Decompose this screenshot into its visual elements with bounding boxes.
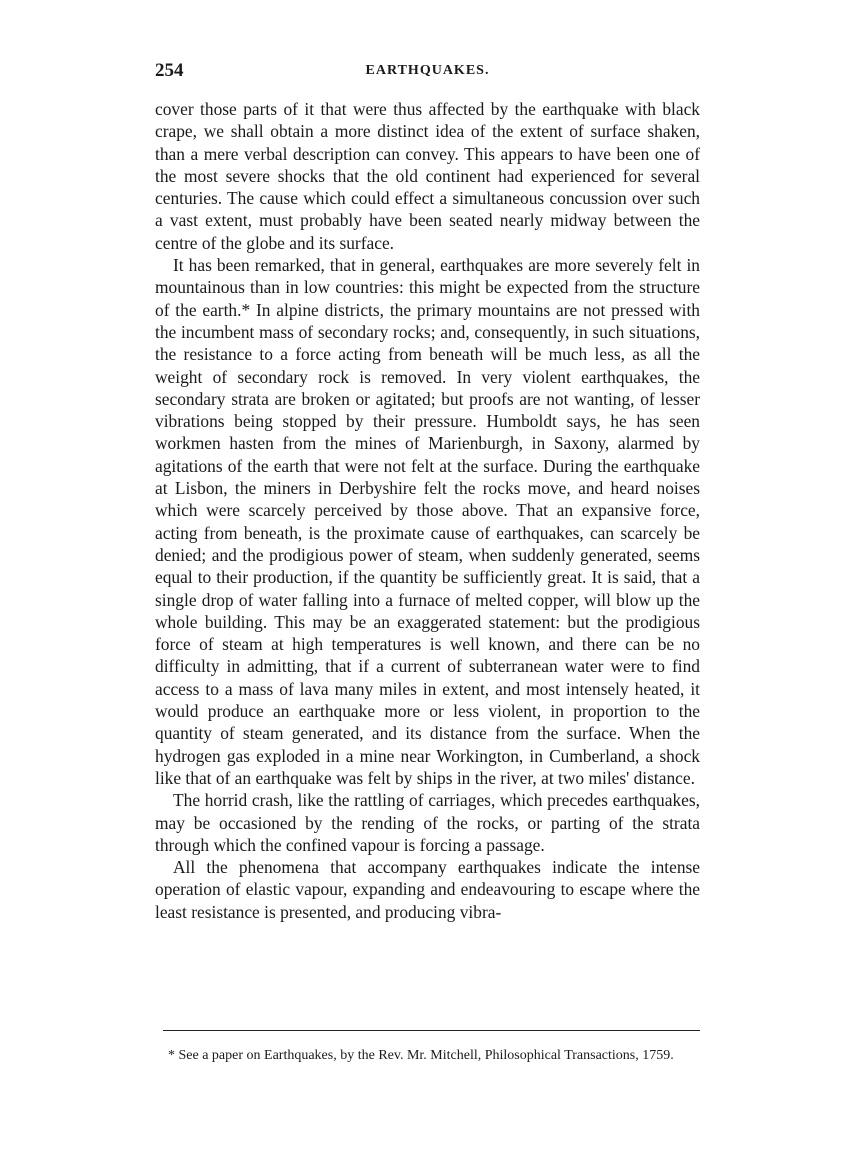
paragraph-phenomena: All the phenomena that accompany earthquakes indicate the intense operation of elastic vapour, expanding and endeavouring to escape where the least resistance is presented, and producing vibra-: [155, 857, 700, 922]
paragraph-continuation: cover those parts of it that were thus affected by the earthquake with black crape, we shall obtain a more distinct idea of the extent of surface shaken, than a mere verbal description can convey. This appears to have been one of the most severe shocks that the old continent had experienced for several centuries. The cause which could effect a simultaneous concussion over such a vast extent, must probably have been seated nearly midway between the centre of the globe and its surface.: [155, 99, 700, 253]
page-header: [155, 60, 700, 84]
running-head: EARTHQUAKES.: [365, 63, 490, 78]
page-number: 254: [155, 60, 184, 81]
body-text: [155, 98, 700, 923]
footnote: * See a paper on Earthquakes, by the Rev. Mr. Mitchell, Philosophical Transactions, 1759.: [168, 1048, 674, 1063]
paragraph-horrid-crash: The horrid crash, like the rattling of carriages, which precedes earthquakes, may be occasioned by the rending of the rocks, or parting of the strata through which the confined vapour is forcing a passage.: [155, 790, 700, 855]
footnote-rule: [163, 1030, 700, 1031]
paragraph-mountainous-countries: It has been remarked, that in general, earthquakes are more severely felt in mountainous than in low countries: this might be expected from the structure of the earth.* In alpine districts, the primary mountains are not pressed with the incumbent mass of secondary rocks; and, consequently, in such situations, the resistance to a force acting from beneath will be much less, as all the weight of secondary rock is removed. In very violent earthquakes, the secondary strata are broken or agitated; but proofs are not wanting, of lesser vibrations being stopped by their pressure. Humboldt says, he has seen workmen hasten from the mines of Marienburgh, in Saxony, alarmed by agitations of the earth that were not felt at the surface. During the earthquake at Lisbon, the miners in Derbyshire felt the rocks move, and heard noises which were scarcely perceived by those above. That an expansive force, acting from beneath, is the proximate cause of earthquakes, can scarcely be denied; and the prodigious power of steam, when suddenly generated, seems equal to their production, if the quantity be sufficiently great. It is said, that a single drop of water falling into a furnace of melted copper, will blow up the whole building. This may be an exaggerated statement: but the prodigious force of steam at high temperatures is well known, and there can be no difficulty in admitting, that if a current of subterranean water were to find access to a mass of lava many miles in extent, and most intensely heated, it would produce an earthquake more or less violent, in proportion to the quantity of steam generated, and its distance from the surface. When the hydrogen gas exploded in a mine near Workington, in Cumberland, a shock like that of an earthquake was felt by ships in the river, at two miles' distance.: [155, 255, 700, 788]
